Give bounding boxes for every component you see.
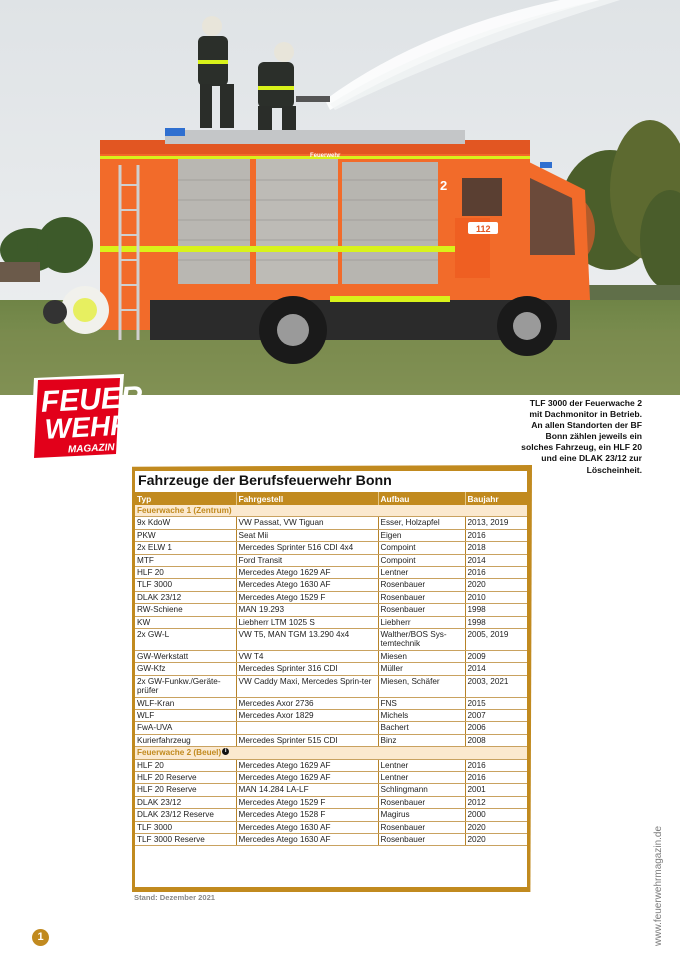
hero-photo bbox=[0, 0, 680, 395]
cell-aufbau: Lentner bbox=[378, 759, 465, 771]
cell-baujahr: 2009 bbox=[465, 650, 527, 662]
cell-fahrgestell: MAN 14.284 LA-LF bbox=[236, 784, 378, 796]
cell-baujahr: 2014 bbox=[465, 663, 527, 675]
header-fahrgestell: Fahrgestell bbox=[236, 492, 378, 505]
cell-typ: TLF 3000 bbox=[135, 579, 236, 591]
cell-baujahr: 2000 bbox=[465, 809, 527, 821]
cell-aufbau: Rosenbauer bbox=[378, 833, 465, 845]
cell-typ: RW-Schiene bbox=[135, 604, 236, 616]
cell-typ: DLAK 23/12 Reserve bbox=[135, 809, 236, 821]
table-row bbox=[135, 616, 527, 628]
cell-baujahr: 2012 bbox=[465, 796, 527, 808]
table-header-row bbox=[135, 492, 527, 505]
cell-typ: FwA-UVA bbox=[135, 722, 236, 734]
cell-fahrgestell: Mercedes Atego 1629 AF bbox=[236, 567, 378, 579]
cell-typ: HLF 20 Reserve bbox=[135, 771, 236, 783]
cell-aufbau: Magirus bbox=[378, 809, 465, 821]
cell-typ: HLF 20 Reserve bbox=[135, 784, 236, 796]
cell-fahrgestell: Seat Mii bbox=[236, 529, 378, 541]
cell-fahrgestell: VW Passat, VW Tiguan bbox=[236, 517, 378, 529]
cell-aufbau: Liebherr bbox=[378, 616, 465, 628]
cell-typ: Kurierfahrzeug bbox=[135, 734, 236, 746]
table-row bbox=[135, 650, 527, 662]
vehicle-table bbox=[135, 492, 527, 846]
header-typ: Typ bbox=[135, 492, 236, 505]
cell-baujahr: 2007 bbox=[465, 709, 527, 721]
cell-aufbau: Miesen, Schäfer bbox=[378, 675, 465, 697]
cell-baujahr: 1998 bbox=[465, 604, 527, 616]
cell-baujahr: 2016 bbox=[465, 759, 527, 771]
cell-typ: 9x KdoW bbox=[135, 517, 236, 529]
cell-baujahr: 2016 bbox=[465, 771, 527, 783]
table-row bbox=[135, 542, 527, 554]
section-row bbox=[135, 505, 527, 517]
cell-aufbau: Compoint bbox=[378, 542, 465, 554]
cell-fahrgestell: VW T4 bbox=[236, 650, 378, 662]
cell-fahrgestell: Mercedes Atego 1630 AF bbox=[236, 833, 378, 845]
cell-aufbau: Lentner bbox=[378, 567, 465, 579]
cell-typ: TLF 3000 Reserve bbox=[135, 833, 236, 845]
cell-fahrgestell: Mercedes Atego 1629 AF bbox=[236, 759, 378, 771]
cell-baujahr: 2013, 2019 bbox=[465, 517, 527, 529]
cell-aufbau: Bachert bbox=[378, 722, 465, 734]
cell-baujahr: 2016 bbox=[465, 567, 527, 579]
cell-aufbau: Eigen bbox=[378, 529, 465, 541]
cell-aufbau: FNS bbox=[378, 697, 465, 709]
vehicle-table-panel bbox=[135, 471, 527, 887]
cell-aufbau: Schlingmann bbox=[378, 784, 465, 796]
cell-baujahr: 1998 bbox=[465, 616, 527, 628]
svg-text:MAGAZIN: MAGAZIN bbox=[67, 442, 115, 456]
svg-text:WEHR: WEHR bbox=[43, 409, 132, 445]
fire-truck bbox=[43, 128, 590, 364]
table-row bbox=[135, 675, 527, 697]
cell-typ: TLF 3000 bbox=[135, 821, 236, 833]
cell-fahrgestell: Mercedes Atego 1528 F bbox=[236, 809, 378, 821]
cell-aufbau: Müller bbox=[378, 663, 465, 675]
cell-typ: PKW bbox=[135, 529, 236, 541]
cell-aufbau: Compoint bbox=[378, 554, 465, 566]
cell-baujahr: 2016 bbox=[465, 529, 527, 541]
cell-aufbau: Rosenbauer bbox=[378, 821, 465, 833]
table-row bbox=[135, 529, 527, 541]
cell-typ: HLF 20 bbox=[135, 567, 236, 579]
header-aufbau: Aufbau bbox=[378, 492, 465, 505]
header-baujahr: Baujahr bbox=[465, 492, 527, 505]
table-row bbox=[135, 604, 527, 616]
cell-baujahr: 2020 bbox=[465, 833, 527, 845]
truck-door-number: 2 bbox=[440, 178, 448, 193]
status-date: Stand: Dezember 2021 bbox=[134, 893, 216, 902]
cell-fahrgestell: Liebherr LTM 1025 S bbox=[236, 616, 378, 628]
cell-typ: MTF bbox=[135, 554, 236, 566]
cell-typ: GW-Werkstatt bbox=[135, 650, 236, 662]
page-number: 1 bbox=[32, 929, 49, 946]
cell-fahrgestell: Mercedes Atego 1529 F bbox=[236, 796, 378, 808]
cell-aufbau: Michels bbox=[378, 709, 465, 721]
cell-typ: WLF bbox=[135, 709, 236, 721]
cell-baujahr: 2008 bbox=[465, 734, 527, 746]
table-row bbox=[135, 663, 527, 675]
cell-fahrgestell bbox=[236, 722, 378, 734]
table-row bbox=[135, 567, 527, 579]
table-row bbox=[135, 517, 527, 529]
cell-aufbau: Walther/BOS Sys-temtechnik bbox=[378, 629, 465, 651]
section-label: Feuerwache 2 (Beuel) bbox=[137, 748, 222, 758]
cell-baujahr: 2005, 2019 bbox=[465, 629, 527, 651]
section-row bbox=[135, 747, 527, 759]
cell-fahrgestell: VW Caddy Maxi, Mercedes Sprin-ter bbox=[236, 675, 378, 697]
table-row bbox=[135, 629, 527, 651]
svg-text:FEUER: FEUER bbox=[40, 380, 144, 419]
cell-fahrgestell: Mercedes Sprinter 316 CDI bbox=[236, 663, 378, 675]
section-label: Feuerwache 1 (Zentrum) bbox=[137, 506, 232, 515]
cell-baujahr: 2018 bbox=[465, 542, 527, 554]
cell-fahrgestell: Mercedes Axor 1829 bbox=[236, 709, 378, 721]
cell-baujahr: 2015 bbox=[465, 697, 527, 709]
cell-aufbau: Rosenbauer bbox=[378, 796, 465, 808]
cell-typ: KW bbox=[135, 616, 236, 628]
cell-fahrgestell: Ford Transit bbox=[236, 554, 378, 566]
cell-typ: 2x GW-Funkw./Geräte-prüfer bbox=[135, 675, 236, 697]
cell-aufbau: Esser, Holzapfel bbox=[378, 517, 465, 529]
cell-fahrgestell: Mercedes Sprinter 516 CDI 4x4 bbox=[236, 542, 378, 554]
table-row bbox=[135, 821, 527, 833]
cell-aufbau: Rosenbauer bbox=[378, 579, 465, 591]
info-icon: i bbox=[222, 748, 229, 755]
cell-baujahr: 2020 bbox=[465, 821, 527, 833]
truck-emergency-number: 112 bbox=[476, 224, 491, 234]
website-url: www.feuerwehrmagazin.de bbox=[653, 825, 664, 946]
cell-fahrgestell: MAN 19.293 bbox=[236, 604, 378, 616]
cell-aufbau: Binz bbox=[378, 734, 465, 746]
cell-baujahr: 2006 bbox=[465, 722, 527, 734]
cell-baujahr: 2014 bbox=[465, 554, 527, 566]
cell-typ: 2x GW-L bbox=[135, 629, 236, 651]
cell-aufbau: Rosenbauer bbox=[378, 591, 465, 603]
table-row bbox=[135, 784, 527, 796]
cell-typ: HLF 20 bbox=[135, 759, 236, 771]
cell-typ: WLF-Kran bbox=[135, 697, 236, 709]
table-title: Fahrzeuge der Berufsfeuerwehr Bonn bbox=[138, 473, 392, 489]
table-row bbox=[135, 722, 527, 734]
table-row bbox=[135, 709, 527, 721]
table-row bbox=[135, 833, 527, 845]
cell-typ: DLAK 23/12 bbox=[135, 591, 236, 603]
cell-fahrgestell: Mercedes Sprinter 515 CDI bbox=[236, 734, 378, 746]
table-row bbox=[135, 771, 527, 783]
cell-typ: 2x ELW 1 bbox=[135, 542, 236, 554]
cell-aufbau: Lentner bbox=[378, 771, 465, 783]
table-row bbox=[135, 734, 527, 746]
cell-fahrgestell: Mercedes Atego 1629 AF bbox=[236, 771, 378, 783]
cell-baujahr: 2003, 2021 bbox=[465, 675, 527, 697]
table-row bbox=[135, 796, 527, 808]
cell-baujahr: 2010 bbox=[465, 591, 527, 603]
cell-aufbau: Rosenbauer bbox=[378, 604, 465, 616]
table-row bbox=[135, 697, 527, 709]
cell-fahrgestell: Mercedes Atego 1630 AF bbox=[236, 821, 378, 833]
cell-typ: GW-Kfz bbox=[135, 663, 236, 675]
cell-aufbau: Miesen bbox=[378, 650, 465, 662]
cell-baujahr: 2001 bbox=[465, 784, 527, 796]
cell-baujahr: 2020 bbox=[465, 579, 527, 591]
table-row bbox=[135, 591, 527, 603]
table-row bbox=[135, 809, 527, 821]
cell-fahrgestell: Mercedes Atego 1630 AF bbox=[236, 579, 378, 591]
cell-fahrgestell: VW T5, MAN TGM 13.290 4x4 bbox=[236, 629, 378, 651]
table-row bbox=[135, 579, 527, 591]
cell-typ: DLAK 23/12 bbox=[135, 796, 236, 808]
photo-caption: TLF 3000 der Feuerwache 2 mit Dachmonitor in Betrieb. An allen Standorten der BF Bonn zählen jeweils ein solches Fahrzeug, ein HLF 20 und eine DLAK 23/12 zur Löscheinheit. bbox=[521, 398, 642, 475]
cell-fahrgestell: Mercedes Axor 2736 bbox=[236, 697, 378, 709]
feuerwehr-magazin-logo bbox=[30, 374, 144, 462]
cell-fahrgestell: Mercedes Atego 1529 F bbox=[236, 591, 378, 603]
table-row bbox=[135, 554, 527, 566]
truck-side-text: Feuerwehr bbox=[310, 153, 341, 159]
table-row bbox=[135, 759, 527, 771]
